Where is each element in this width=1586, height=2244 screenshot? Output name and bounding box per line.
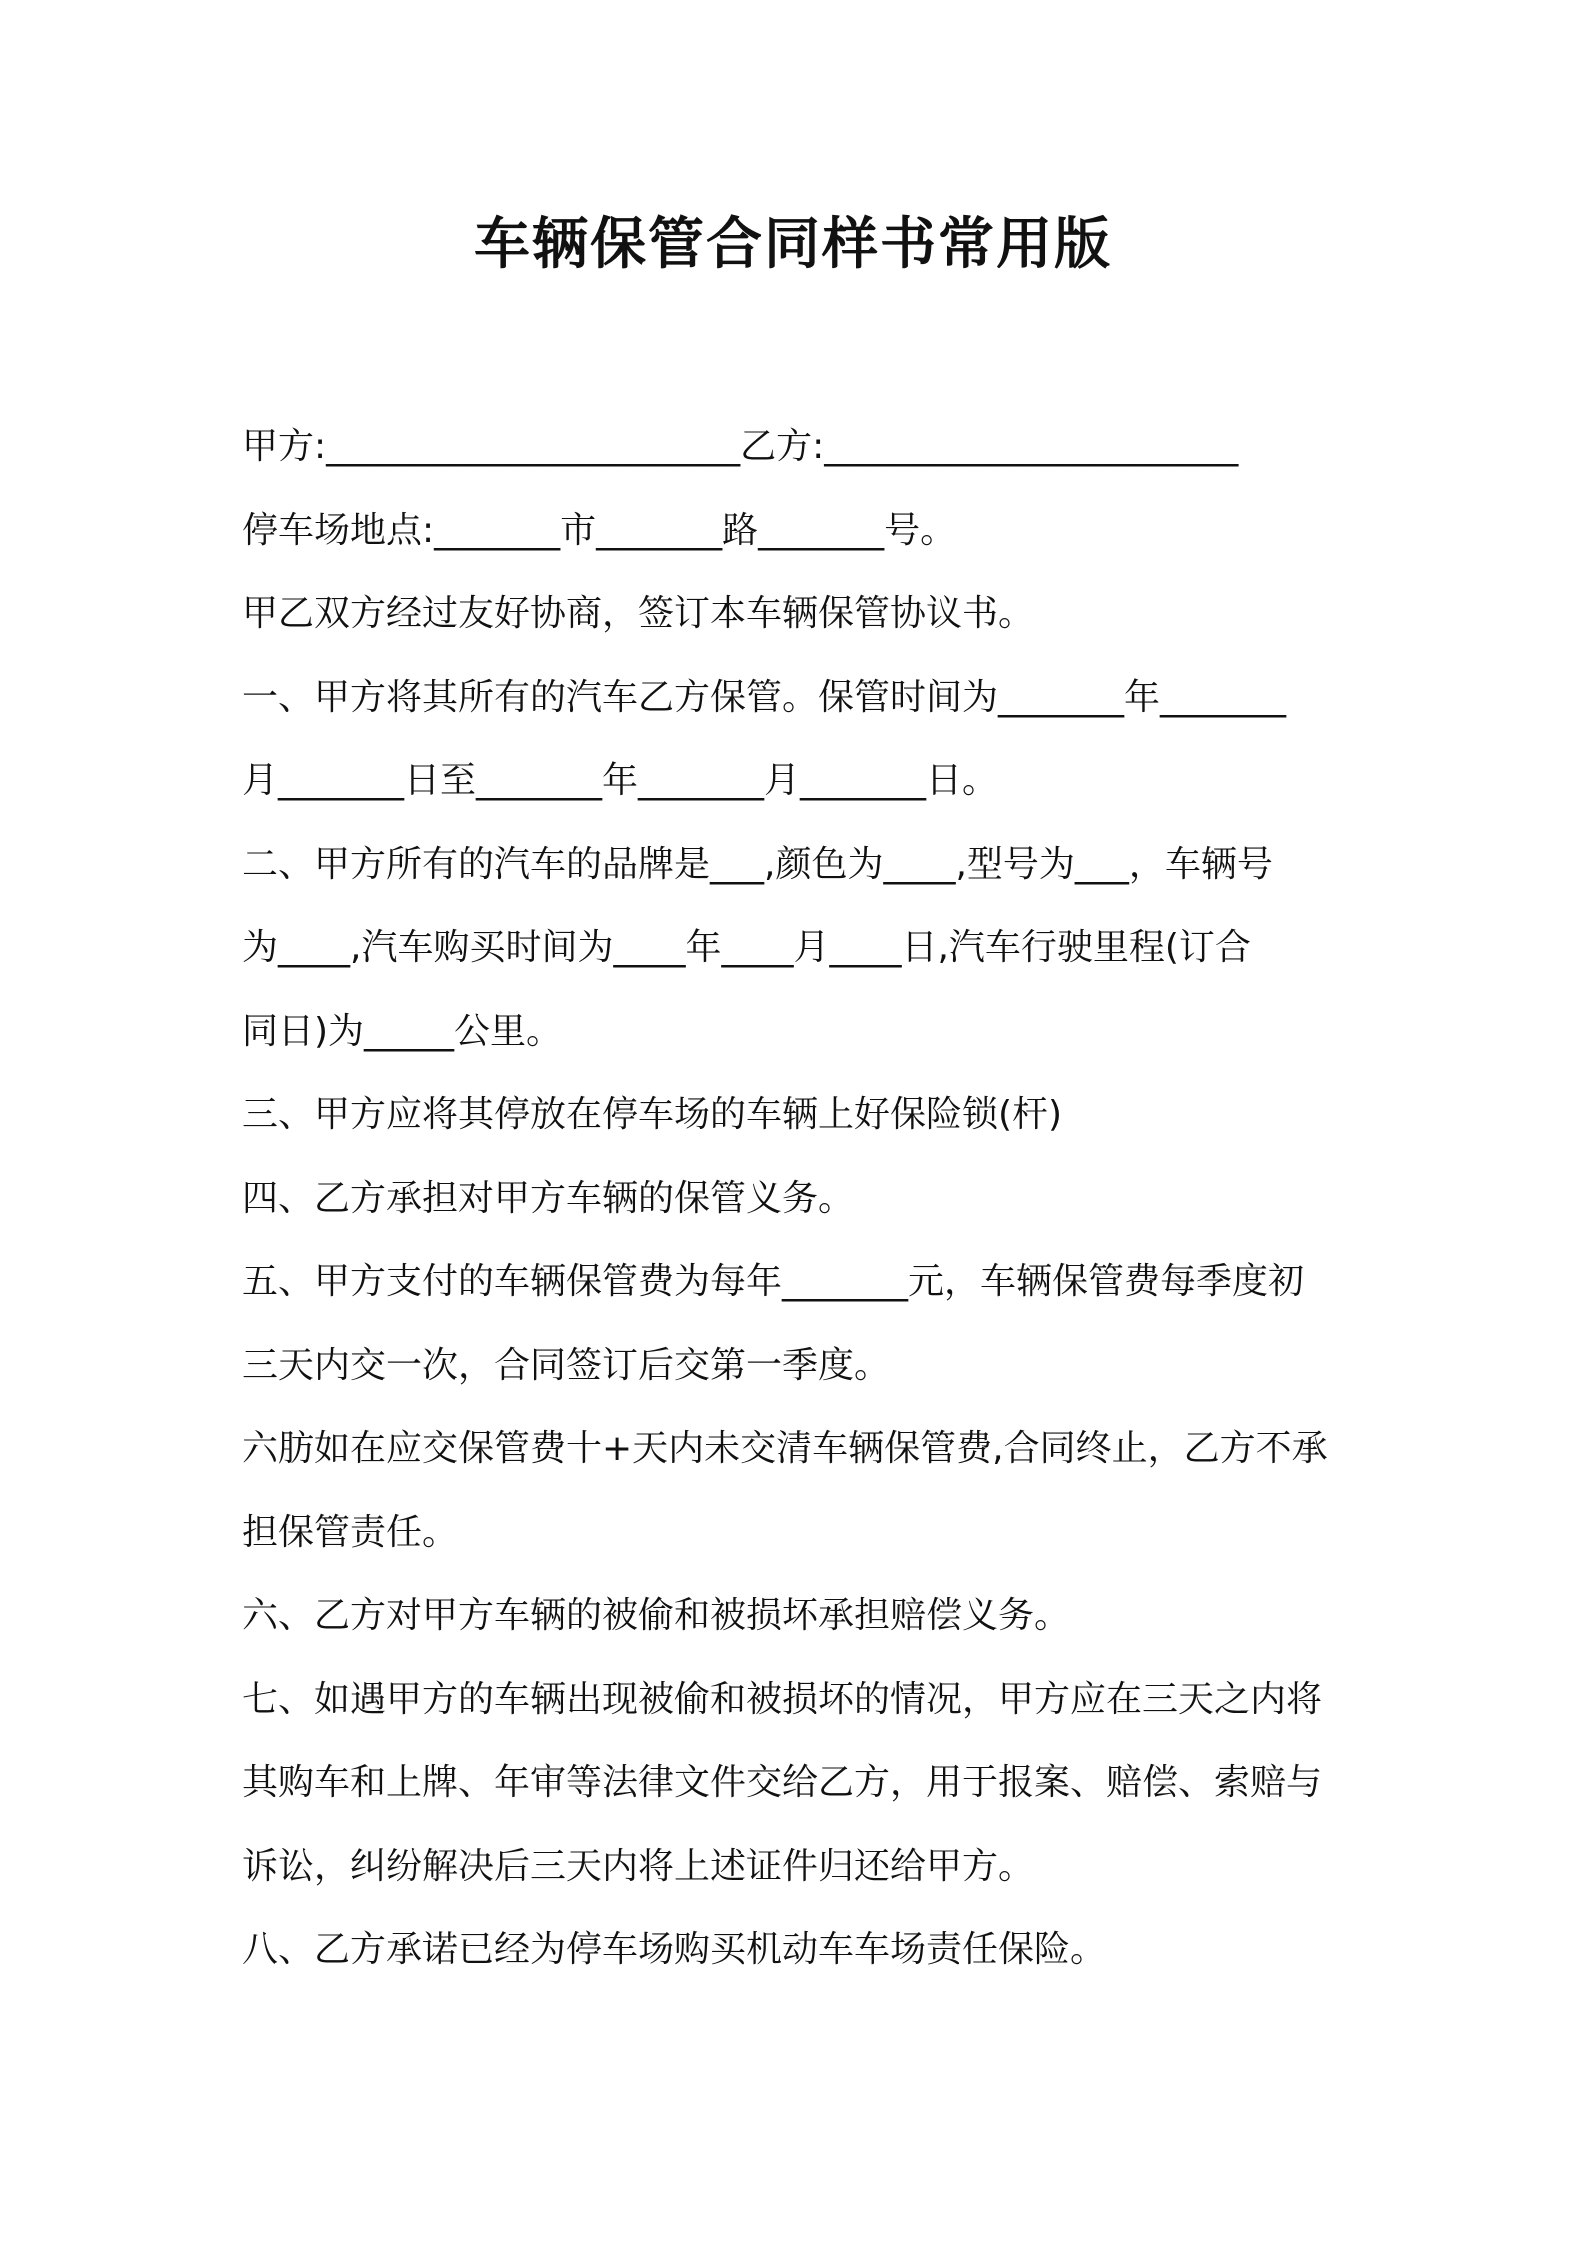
clause-8-line: 八、乙方承诺已经为停车场购买机动车车场责任保险。: [242, 1929, 1107, 1970]
clause-4-line: 四、乙方承担对甲方车辆的保管义务。: [242, 1177, 855, 1219]
clause-5-line-2: 三天内交一次，合同签订后交第一季度。: [242, 1344, 891, 1386]
agreement-intro-line: 甲乙双方经过友好协商，签订本车辆保管协议书。: [242, 593, 1035, 634]
clause-7-line-2: 其购车和上牌、年审等法律文件交给乙方，用于报案、赔偿、索赔与: [242, 1762, 1323, 1803]
clause-2-line-2: 为____,汽车购买时间为____年____月____日,汽车行驶里程(订合: [242, 927, 1251, 968]
parking-location-line: 停车场地点:_______市_______路_______号。: [242, 509, 957, 551]
clause-7-line-1: 七、如遇甲方的车辆出现被偷和被损坏的情况，甲方应在三天之内将: [242, 1678, 1323, 1720]
clause-1-line-2: 月_______日至_______年_______月_______日。: [242, 760, 998, 801]
clause-6b-line: 六、乙方对甲方车辆的被偷和被损坏承担赔偿义务。: [242, 1595, 1071, 1636]
party-line: 甲方:_______________________乙方:_______________________: [242, 426, 1239, 467]
clause-2-line-3: 同日)为_____公里。: [242, 1010, 563, 1052]
clause-6a-line-2: 担保管责任。: [242, 1511, 459, 1553]
clause-7-line-3: 诉讼，纠纷解决后三天内将上述证件归还给甲方。: [242, 1845, 1035, 1887]
document-title: 车辆保管合同样书常用版: [474, 212, 1112, 277]
clause-5-line-1: 五、甲方支付的车辆保管费为每年_______元，车辆保管费每季度初: [242, 1261, 1305, 1302]
contract-body: [242, 405, 1352, 1992]
clause-6a-line-1: 六肪如在应交保管费十+天内未交清车辆保管费,合同终止，乙方不承: [242, 1428, 1328, 1469]
clause-2-line-1: 二、甲方所有的汽车的品牌是___,颜色为____,型号为___，车辆号: [242, 843, 1273, 885]
clause-1-line-1: 一、甲方将其所有的汽车乙方保管。保管时间为_______年_______: [242, 676, 1287, 718]
clause-3-line: 三、甲方应将其停放在停车场的车辆上好保险锁(杆): [242, 1094, 1063, 1135]
